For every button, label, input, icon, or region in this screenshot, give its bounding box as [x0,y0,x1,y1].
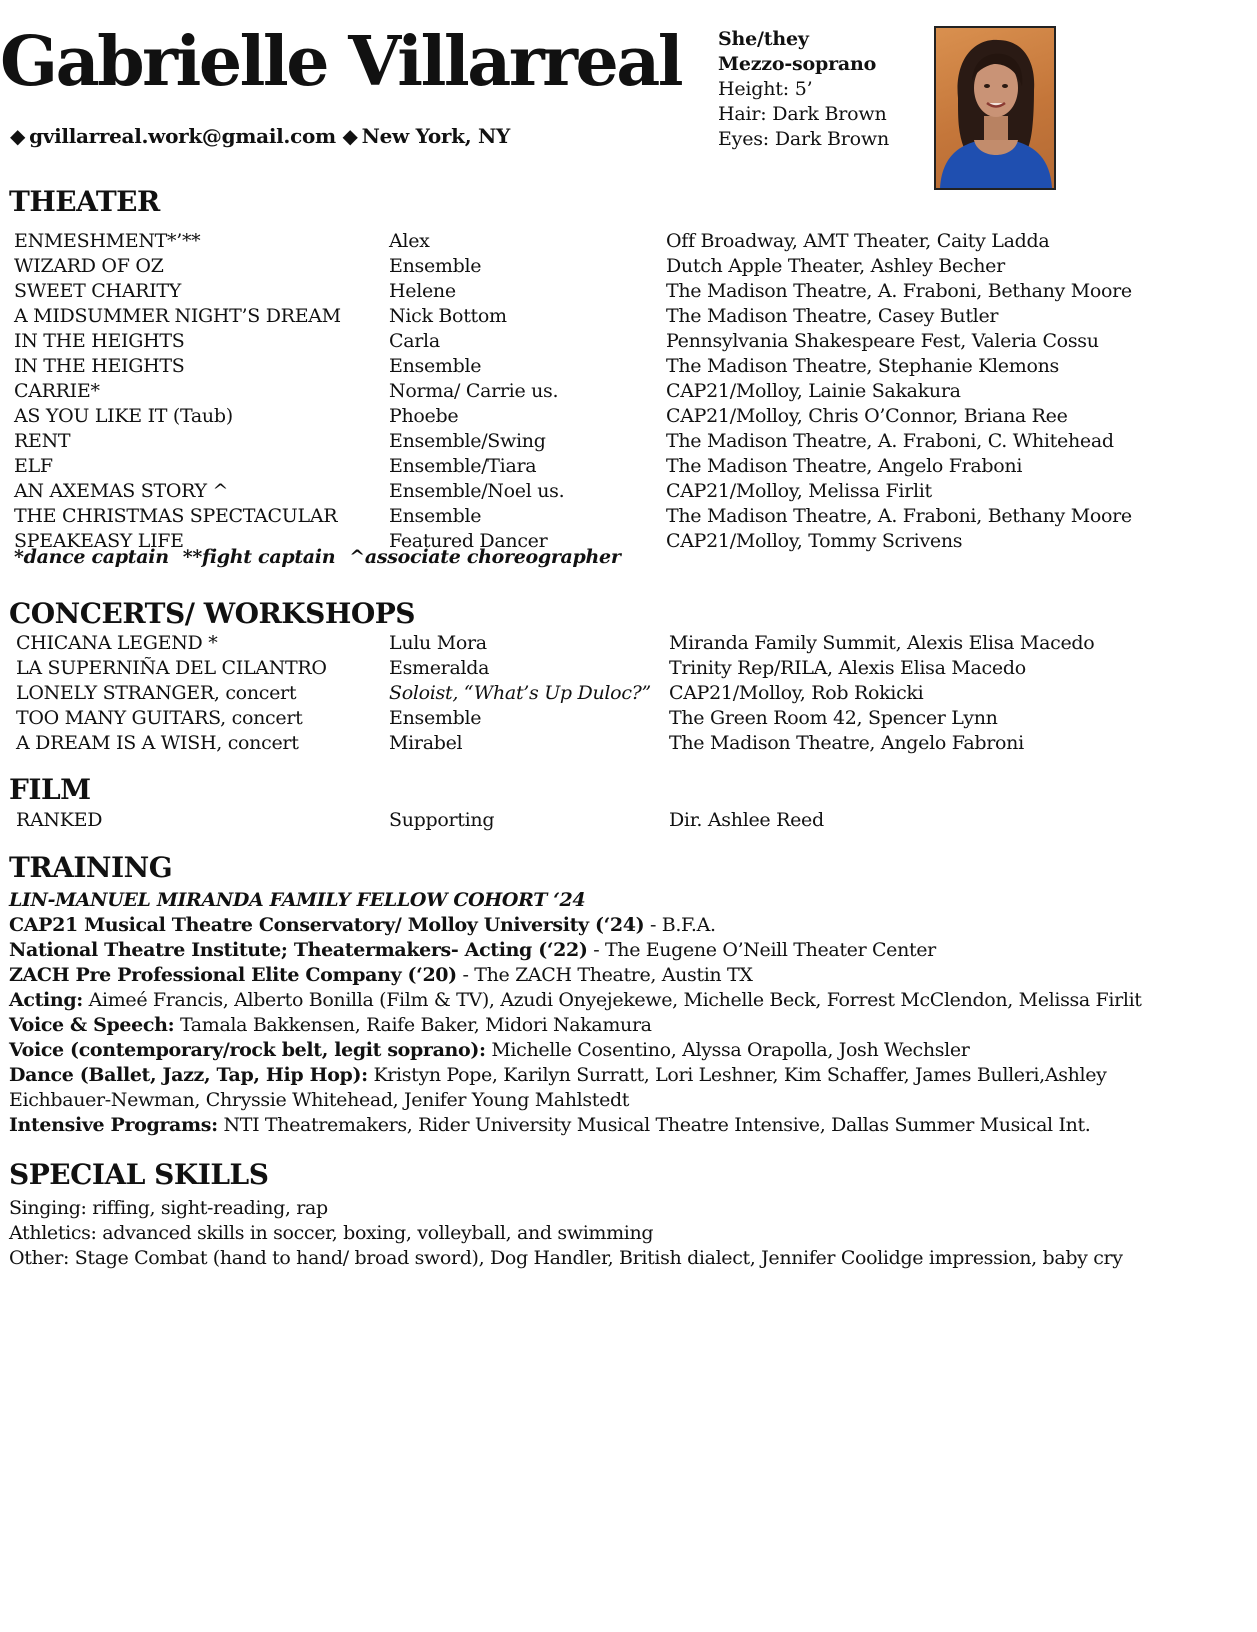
voice-type: Mezzo-soprano [718,53,877,75]
show-title: SWEET CHARITY [14,280,181,302]
role: Ensemble [389,707,482,729]
training-detail: Eichbauer-Newman, Chryssie Whitehead, Jenifer Young Mahlstedt [9,1089,630,1111]
role: Helene [389,280,456,302]
resume-name: Gabrielle Villarreal [0,22,682,102]
headshot-photo [934,26,1056,190]
show-title: AS YOU LIKE IT (Taub) [14,405,233,427]
training-line [9,1113,1091,1138]
role: Nick Bottom [389,305,507,327]
role: Lulu Mora [389,632,487,654]
location: New York, NY [361,124,510,148]
personal-stats [718,27,889,152]
training-detail: - The ZACH Theatre, Austin TX [456,964,753,986]
table-row [0,454,1257,479]
section-heading-training: TRAINING [9,851,173,884]
show-title: IN THE HEIGHTS [14,355,185,377]
table-row [0,279,1257,304]
table-row [0,631,1257,656]
section-heading-theater: THEATER [9,185,160,218]
role: Ensemble [389,355,482,377]
role: Carla [389,330,440,352]
training-line [9,988,1142,1013]
height: Height: 5’ [718,78,813,100]
role: Esmeralda [389,657,490,679]
show-title: IN THE HEIGHTS [14,330,185,352]
fellowship: LIN-MANUEL MIRANDA FAMILY FELLOW COHORT ‘24 [9,889,586,911]
venue-director: CAP21/Molloy, Tommy Scrivens [666,530,963,552]
venue-director: CAP21/Molloy, Lainie Sakakura [666,380,961,402]
venue-director: The Madison Theatre, A. Fraboni, Bethany Moore [666,280,1132,302]
training-detail: - The Eugene O’Neill Theater Center [587,939,936,961]
skill-line: Other: Stage Combat (hand to hand/ broad sword), Dog Handler, British dialect, Jennifer Coolidge impression, baby cry [9,1247,1123,1269]
show-title: CARRIE* [14,380,100,402]
training-line [9,938,936,963]
training-line [9,963,753,988]
show-title: THE CHRISTMAS SPECTACULAR [14,505,338,527]
skill-line: Singing: riffing, sight-reading, rap [9,1197,328,1219]
table-row [0,404,1257,429]
training-label: CAP21 Musical Theatre Conservatory/ Molloy University (‘24) [9,914,645,936]
venue-director: Dutch Apple Theater, Ashley Becher [666,255,1005,277]
role: Mirabel [389,732,463,754]
table-row [0,706,1257,731]
training-detail: NTI Theatremakers, Rider University Musical Theatre Intensive, Dallas Summer Musical Int. [217,1114,1091,1136]
venue-director: CAP21/Molloy, Chris O’Connor, Briana Ree [666,405,1068,427]
table-row [0,229,1257,254]
role: Ensemble/Tiara [389,455,537,477]
training-line [9,1088,629,1113]
venue-director: Miranda Family Summit, Alexis Elisa Macedo [669,632,1095,654]
show-title: LA SUPERNIÑA DEL CILANTRO [16,657,327,679]
role: Ensemble/Swing [389,430,546,452]
role: Ensemble [389,255,482,277]
role: Supporting [389,809,495,831]
show-title: RENT [14,430,71,452]
theater-notes [14,546,635,568]
show-title: A MIDSUMMER NIGHT’S DREAM [14,305,341,327]
venue-director: The Madison Theatre, Stephanie Klemons [666,355,1059,377]
training-label: Voice (contemporary/rock belt, legit soprano): [9,1039,486,1061]
eyes: Eyes: Dark Brown [718,128,890,150]
table-row [0,504,1257,529]
diamond-icon: ◆ [342,124,358,148]
training-line [9,1038,969,1063]
role: Ensemble/Noel us. [389,480,565,502]
skill-line: Athletics: advanced skills in soccer, boxing, volleyball, and swimming [9,1222,654,1244]
table-row [0,354,1257,379]
role: Alex [389,230,430,252]
show-title: ENMESHMENT*’** [14,230,201,252]
training-detail: Tamala Bakkensen, Raife Baker, Midori Nakamura [174,1014,652,1036]
table-row [0,681,1257,706]
training-label: Intensive Programs: [9,1114,218,1136]
venue-director: The Madison Theatre, Angelo Fabroni [669,732,1024,754]
role: Ensemble [389,505,482,527]
training-line [9,1013,652,1038]
table-row [0,379,1257,404]
role: Norma/ Carrie us. [389,380,559,402]
section-heading-film: FILM [9,773,91,806]
contact-line [10,124,510,148]
section-heading-concerts: CONCERTS/ WORKSHOPS [9,597,415,630]
venue-director: The Madison Theatre, A. Fraboni, C. Whitehead [666,430,1114,452]
venue-director: Pennsylvania Shakespeare Fest, Valeria Cossu [666,330,1099,352]
training-detail: Aimeé Francis, Alberto Bonilla (Film & TV), Azudi Onyejekewe, Michelle Beck, Forrest McClendon, Melissa Firlit [82,989,1142,1011]
note-associate-choreographer: ^associate choreographer [349,546,621,568]
training-line [9,1063,1107,1088]
diamond-icon: ◆ [10,124,26,148]
training-label: National Theatre Institute; Theatermakers- Acting (‘22) [9,939,588,961]
show-title: SPEAKEASY LIFE [14,530,184,552]
show-title: AN AXEMAS STORY ^ [14,480,229,502]
role: Phoebe [389,405,459,427]
role: Soloist, “What’s Up Duloc?” [389,682,651,704]
film-title: RANKED [16,809,103,831]
show-title: ELF [14,455,53,477]
table-row [0,808,1257,833]
table-row [0,329,1257,354]
table-row [0,429,1257,454]
venue-director: Off Broadway, AMT Theater, Caity Ladda [666,230,1050,252]
director: Dir. Ashlee Reed [669,809,824,831]
table-row [0,479,1257,504]
show-title: LONELY STRANGER, concert [16,682,297,704]
training-label: Acting: [9,989,83,1011]
table-row [0,254,1257,279]
show-title: CHICANA LEGEND * [16,632,218,654]
pronouns: She/they [718,28,809,50]
training-label: Voice & Speech: [9,1014,175,1036]
training-label: ZACH Pre Professional Elite Company (‘20) [9,964,457,986]
venue-director: Trinity Rep/RILA, Alexis Elisa Macedo [669,657,1026,679]
role: Featured Dancer [389,530,548,552]
hair: Hair: Dark Brown [718,103,887,125]
training-detail: - B.F.A. [644,914,716,936]
section-heading-special-skills: SPECIAL SKILLS [9,1158,269,1191]
training-line [9,913,716,938]
portrait-illustration [936,28,1054,188]
venue-director: The Madison Theatre, Angelo Fraboni [666,455,1023,477]
note-fight-captain: **fight captain [182,546,336,568]
table-row [0,656,1257,681]
show-title: WIZARD OF OZ [14,255,164,277]
show-title: A DREAM IS A WISH, concert [16,732,299,754]
table-row [0,304,1257,329]
email[interactable]: gvillarreal.work@gmail.com [29,124,336,148]
training-detail: Michelle Cosentino, Alyssa Orapolla, Josh Wechsler [485,1039,970,1061]
venue-director: CAP21/Molloy, Rob Rokicki [669,682,924,704]
venue-director: The Green Room 42, Spencer Lynn [669,707,998,729]
venue-director: The Madison Theatre, Casey Butler [666,305,999,327]
venue-director: CAP21/Molloy, Melissa Firlit [666,480,932,502]
table-row [0,731,1257,756]
venue-director: The Madison Theatre, A. Fraboni, Bethany Moore [666,505,1132,527]
training-label: Dance (Ballet, Jazz, Tap, Hip Hop): [9,1064,368,1086]
training-detail: Kristyn Pope, Karilyn Surratt, Lori Leshner, Kim Schaffer, James Bulleri,Ashley [367,1064,1107,1086]
note-dance-captain: *dance captain [14,546,169,568]
show-title: TOO MANY GUITARS, concert [16,707,303,729]
